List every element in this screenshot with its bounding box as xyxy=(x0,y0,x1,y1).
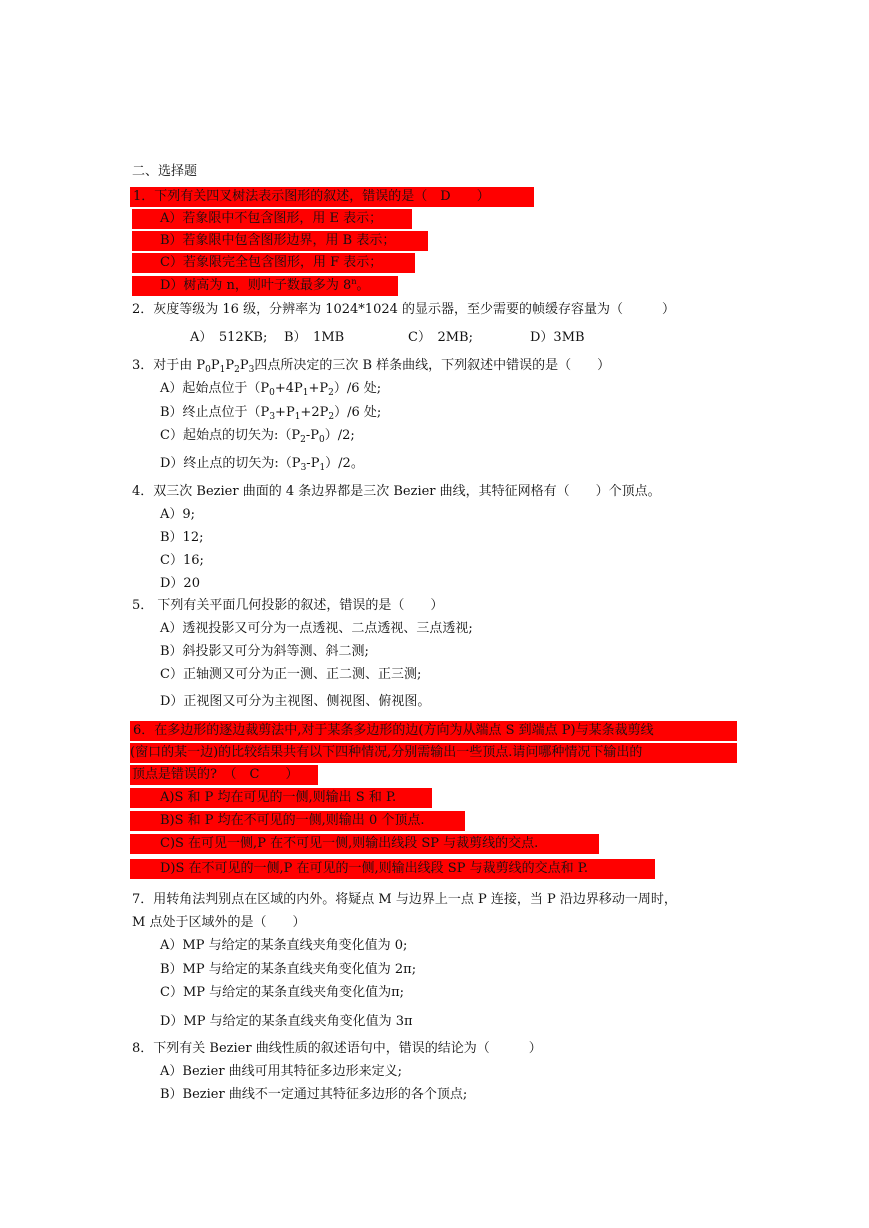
q3-option-b: B）终止点位于$(P_3+P_1+2P_2)/6$ 处; xyxy=(160,405,382,422)
q7-stem-line-2: M 点处于区域外的是（ ） xyxy=(132,915,306,930)
q2-option-b: B） 1MB xyxy=(284,330,345,345)
q7-option-d: D）MP 与给定的某条直线夹角变化值为 3π xyxy=(160,1014,413,1029)
q8-stem: 8．下列有关 Bezier 曲线性质的叙述语句中，错误的结论为（ ） xyxy=(132,1041,542,1056)
q4-option-b: B）12; xyxy=(160,530,204,545)
q7-stem-line-1: 7．用转角法判别点在区域的内外。将疑点 M 与边界上一点 P 连接，当 P 沿边界移动一周时， xyxy=(132,892,677,907)
q1-option-c: C）若象限完全包含图形，用 F 表示； xyxy=(160,255,383,270)
q7-option-b: B）MP 与给定的某条直线夹角变化值为 2π; xyxy=(160,962,417,977)
q6-stem-line-2: (窗口的某一边)的比较结果共有以下四种情况,分别需输出一些顶点.请问哪种情况下输出的 xyxy=(130,745,643,760)
q1-option-a: A）若象限中不包含图形，用 E 表示； xyxy=(160,211,383,226)
q1-stem: 1．下列有关四叉树法表示图形的叙述，错误的是（ D ） xyxy=(133,189,490,204)
q8-option-a: A）Bezier 曲线可用其特征多边形来定义; xyxy=(160,1064,403,1079)
q2-option-d: D）3MB xyxy=(530,330,585,345)
q1-option-b: B）若象限中包含图形边界，用 B 表示； xyxy=(160,233,396,248)
q4-option-c: C）16; xyxy=(160,553,204,568)
q4-option-a: A）9; xyxy=(160,507,196,522)
q6-option-b: B)S 和 P 均在不可见的一侧,则输出 0 个顶点. xyxy=(160,813,425,828)
q5-stem: 5． 下列有关平面几何投影的叙述，错误的是（ ） xyxy=(132,598,444,613)
q6-option-d: D)S 在不可见的一侧,P 在可见的一侧,则输出线段 SP 与裁剪线的交点和 P. xyxy=(160,861,588,876)
q4-option-d: D）20 xyxy=(160,576,200,591)
q5-option-a: A）透视投影又可分为一点透视、二点透视、三点透视; xyxy=(160,621,473,636)
section-title: 二、选择题 xyxy=(132,164,198,179)
q3-option-a: A）起始点位于$(P_0+4P_1+P_2)/6$ 处; xyxy=(160,381,382,398)
q6-stem-line-3: 顶点是错误的? （ C ） xyxy=(132,767,299,782)
q3-option-d: D）终止点的切矢为$:(P_3-P_1)/2$。 xyxy=(160,456,364,473)
q7-option-a: A）MP 与给定的某条直线夹角变化值为 0; xyxy=(160,938,408,953)
q2-stem: 2．灰度等级为 16 级，分辨率为 1024*1024 的显示器，至少需要的帧缓存容量为（ ） xyxy=(132,302,676,317)
q3-option-c: C）起始点的切矢为$:(P_2-P_0)/2$; xyxy=(160,428,355,445)
q1-option-d: D）树高为 n，则叶子数最多为 8$^n$。 xyxy=(160,277,370,293)
q6-stem-line-1: 6．在多边形的逐边裁剪法中,对于某条多边形的边(方向为从端点 S 到端点 P)与某条裁剪线 xyxy=(133,723,654,738)
q6-option-a: A)S 和 P 均在可见的一侧,则输出 S 和 P. xyxy=(160,790,397,805)
q7-option-c: C）MP 与给定的某条直线夹角变化值为π; xyxy=(160,985,405,1000)
q5-option-c: C）正轴测又可分为正一测、正二测、正三测; xyxy=(160,667,422,682)
q5-option-d: D）正视图又可分为主视图、侧视图、俯视图。 xyxy=(160,694,431,709)
q8-option-b: B）Bezier 曲线不一定通过其特征多边形的各个顶点; xyxy=(160,1087,468,1102)
q4-stem: 4．双三次 Bezier 曲面的 4 条边界都是三次 Bezier 曲线，其特征网格有（ ）个顶点。 xyxy=(132,484,661,499)
q2-option-c: C） 2MB; xyxy=(408,330,473,345)
q3-stem: 3．对于由 $P_0P_1P_2P_3$四点所决定的三次 B 样条曲线，下列叙述中错误的是（ ） xyxy=(132,358,611,375)
q5-option-b: B）斜投影又可分为斜等测、斜二测; xyxy=(160,644,369,659)
q2-option-a: A） 512KB; xyxy=(190,330,268,345)
q6-option-c: C)S 在可见一侧,P 在不可见一侧,则输出线段 SP 与裁剪线的交点. xyxy=(160,836,539,851)
